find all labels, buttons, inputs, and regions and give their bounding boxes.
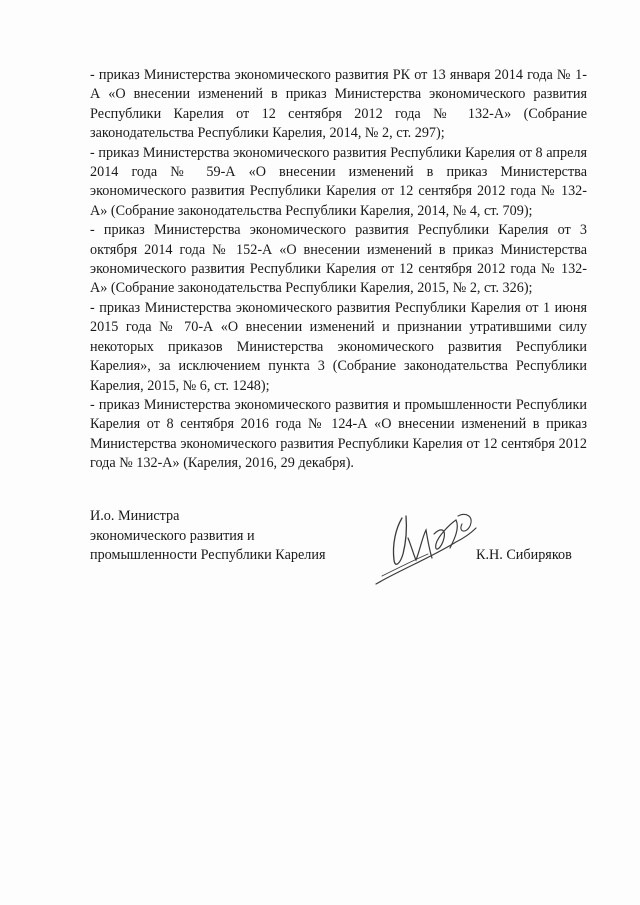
- handwritten-signature: [370, 498, 480, 590]
- list-item: - приказ Министерства экономического развития Республики Карелия от 8 апреля 2014 года № 59-А «О внесении изменений в приказ Министерства экономического развития Республики Карелия от 12 сентября 2012 года № 132-А» (Собрание законодательства Республики Карелия, 2014, № 4, ст. 709);: [90, 144, 587, 219]
- list-item: - приказ Министерства экономического развития Республики Карелия от 3 октября 2014 года № 152-А «О внесении изменений в приказ Министерства экономического развития Республики Карелия от 12 сентября 2012 года № 132-А» (Собрание законодательства Республики Карелия, 2015, № 2, ст. 326);: [90, 222, 587, 297]
- signatory-title-line: И.о. Министра: [90, 508, 180, 524]
- signatory-title-line: промышленности Республики Карелия: [90, 547, 326, 563]
- signer-name: К.Н. Сибиряков: [476, 547, 572, 563]
- list-item: - приказ Министерства экономического развития Республики Карелия от 1 июня 2015 года № 70-А «О внесении изменений и признании утратившими силу некоторых приказов Министерства экономического развития Республики Карелия», за исключением пункта 3 (Собрание законодательства Республики Карелия, 2015, № 6, ст. 1248);: [90, 299, 587, 394]
- signatory-title-line: экономического развития и: [90, 527, 255, 544]
- list-item: - приказ Министерства экономического развития РК от 13 января 2014 года № 1-А «О внесении изменений в приказ Министерства экономического развития Республики Карелия от 12 сентября 2012 года № 132-А» (Собрание законодательства Республики Карелия, 2014, № 2, ст. 297);: [90, 67, 587, 142]
- signatory-title: [90, 507, 360, 566]
- document-body: [90, 66, 587, 474]
- list-item: - приказ Министерства экономического развития и промышленности Республики Карелия от 8 сентября 2016 года № 124-А «О внесении изменений в приказ Министерства экономического развития Республики Карелия от 12 сентября 2012 года № 132-А» (Карелия, 2016, 29 декабря).: [90, 396, 587, 472]
